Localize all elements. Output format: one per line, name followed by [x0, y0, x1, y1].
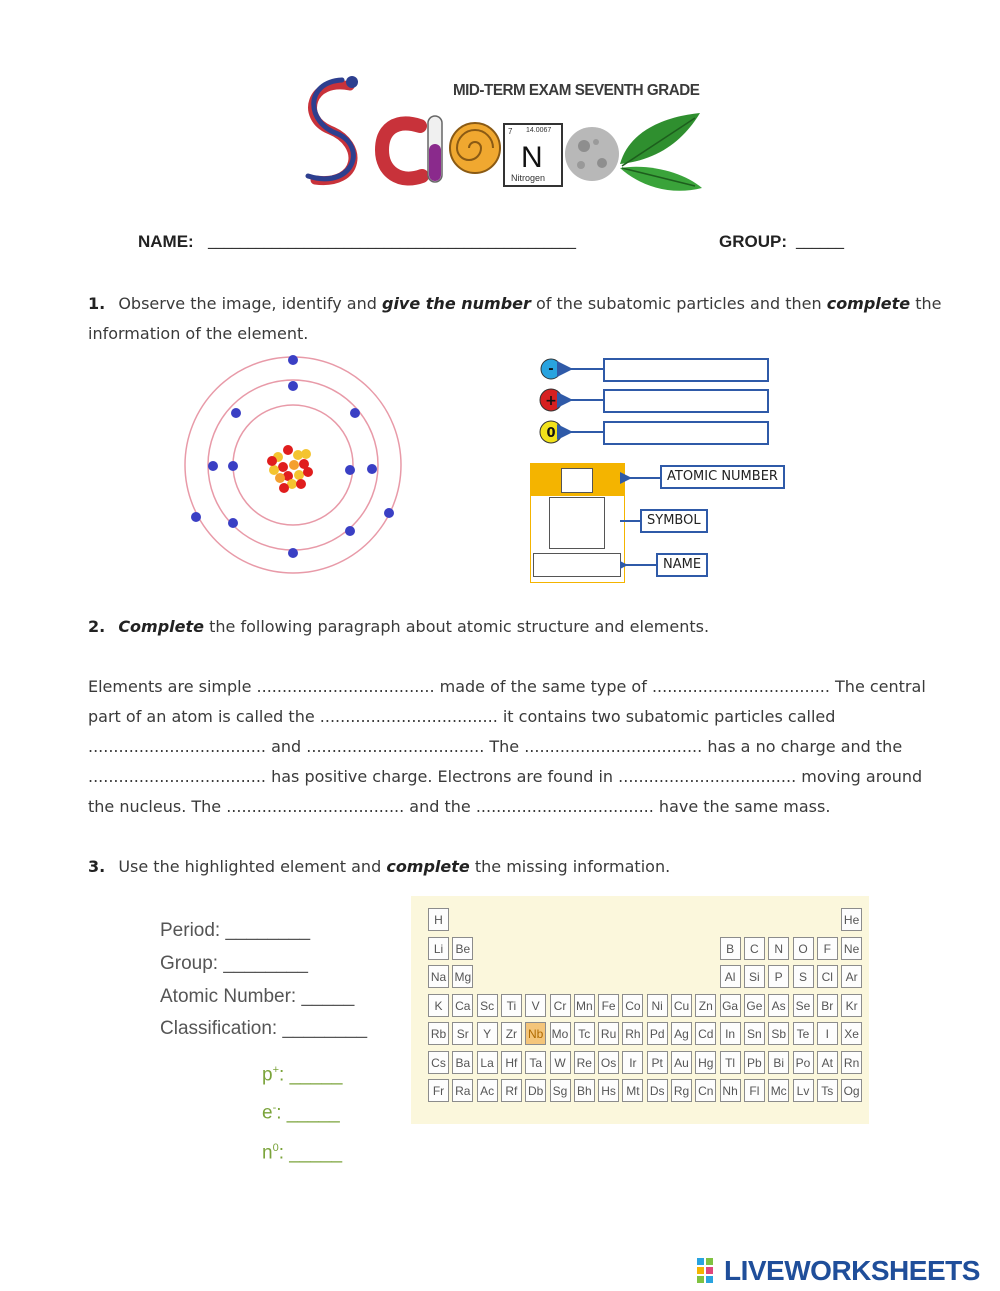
question-2	[88, 612, 948, 642]
tile-mass: 14.0067	[526, 127, 552, 134]
atomic-number-input[interactable]	[561, 468, 593, 493]
element-cell-hg: Hg	[695, 1051, 716, 1074]
q3-emph: complete	[386, 857, 470, 876]
element-cell-re: Re	[574, 1051, 595, 1074]
element-cell-tl: Tl	[720, 1051, 741, 1074]
group-label: GROUP:	[719, 232, 787, 251]
element-cell-lv: Lv	[793, 1079, 814, 1102]
element-cell-rf: Rf	[501, 1079, 522, 1102]
element-cell-tc: Tc	[574, 1022, 595, 1045]
symbol-tag: SYMBOL	[640, 509, 708, 533]
q3-text-b: the missing information.	[474, 857, 671, 876]
atomic-number-field[interactable]: Atomic Number: _____	[160, 986, 355, 1007]
element-cell-sb: Sb	[768, 1022, 789, 1045]
element-cell-hs: Hs	[598, 1079, 619, 1102]
tile-number: 7	[508, 127, 513, 136]
element-cell-ra: Ra	[452, 1079, 473, 1102]
group-field[interactable]: ______	[796, 230, 844, 249]
neutron-symbol-icon	[540, 421, 562, 443]
element-cell-s: S	[793, 965, 814, 988]
element-cell-hf: Hf	[501, 1051, 522, 1074]
atomic-number-tag: ATOMIC NUMBER	[660, 465, 785, 489]
q1-text-a: Observe the image, identify and	[118, 294, 377, 313]
element-cell-si: Si	[744, 965, 765, 988]
question-1	[88, 289, 948, 349]
element-cell-fl: Fl	[744, 1079, 765, 1102]
element-cell-bi: Bi	[768, 1051, 789, 1074]
name-label: NAME:	[138, 232, 194, 251]
element-cell-al: Al	[720, 965, 741, 988]
electrons	[191, 355, 394, 558]
q3-text-a: Use the highlighted element and	[118, 857, 382, 876]
svg-text:0: 0	[546, 426, 556, 441]
moon-icon	[565, 127, 619, 181]
q1-emph-a: give the number	[381, 294, 531, 313]
element-cell-sr: Sr	[452, 1022, 473, 1045]
q2-paragraph[interactable]: Elements are simple ................................... made of the same type of ................................... The central part of an atom is called the ................................... it contains two subatomic particles called ................................... and ................................... The ................................... has a no charge and the ................................... has positive charge. Electrons are found in ................................... moving around the nucleus. The ................................... and the ................................... have the same mass.	[88, 677, 926, 816]
element-cell-au: Au	[671, 1051, 692, 1074]
element-cell-og: Og	[841, 1079, 862, 1102]
element-cell-pt: Pt	[647, 1051, 668, 1074]
element-cell-la: La	[477, 1051, 498, 1074]
element-cell-na: Na	[428, 965, 449, 988]
tile-symbol: N	[521, 141, 543, 174]
element-cell-rh: Rh	[622, 1022, 643, 1045]
element-cell-at: At	[817, 1051, 838, 1074]
element-cell-p: P	[768, 965, 789, 988]
element-cell-v: V	[525, 994, 546, 1017]
q1-number: 1.	[88, 294, 106, 313]
element-cell-k: K	[428, 994, 449, 1017]
element-cell-nh: Nh	[720, 1079, 741, 1102]
proton-symbol-icon	[540, 389, 562, 411]
element-cell-kr: Kr	[841, 994, 862, 1017]
element-cell-cs: Cs	[428, 1051, 449, 1074]
element-cell-cu: Cu	[671, 994, 692, 1017]
periodic-table	[411, 896, 869, 1124]
element-cell-ir: Ir	[622, 1051, 643, 1074]
element-cell-fe: Fe	[598, 994, 619, 1017]
q1-text-b: of the subatomic particles and then	[535, 294, 822, 313]
svg-text:-: -	[548, 362, 554, 377]
element-cell-ac: Ac	[477, 1079, 498, 1102]
atom-diagram	[180, 352, 408, 582]
tile-name: Nitrogen	[511, 173, 546, 183]
q2-emph: Complete	[118, 617, 205, 636]
name-field[interactable]: ______________________________________________	[208, 230, 576, 249]
element-cell-br: Br	[817, 994, 838, 1017]
element-cell-n: N	[768, 937, 789, 960]
element-cell-i: I	[817, 1022, 838, 1045]
element-cell-ar: Ar	[841, 965, 862, 988]
liveworksheets-logo-icon	[697, 1258, 723, 1284]
element-cell-bh: Bh	[574, 1079, 595, 1102]
element-cell-zn: Zn	[695, 994, 716, 1017]
element-cell-co: Co	[622, 994, 643, 1017]
element-cell-ca: Ca	[452, 994, 473, 1017]
group-field-q3[interactable]: Group: ________	[160, 953, 308, 974]
element-cell-fr: Fr	[428, 1079, 449, 1102]
element-cell-b: B	[720, 937, 741, 960]
dna-s-icon	[308, 76, 358, 181]
electrons-field[interactable]: e-: _____	[262, 1102, 340, 1124]
question-3	[88, 852, 948, 882]
electron-answer-box[interactable]	[603, 358, 769, 382]
classification-field[interactable]: Classification: ________	[160, 1018, 368, 1039]
period-field[interactable]: Period: ________	[160, 920, 311, 941]
element-cell-ts: Ts	[817, 1079, 838, 1102]
name-tag: NAME	[656, 553, 708, 577]
element-cell-cl: Cl	[817, 965, 838, 988]
element-cell-rb: Rb	[428, 1022, 449, 1045]
element-cell-db: Db	[525, 1079, 546, 1102]
element-cell-po: Po	[793, 1051, 814, 1074]
element-cell-ga: Ga	[720, 994, 741, 1017]
element-cell-f: F	[817, 937, 838, 960]
element-cell-ti: Ti	[501, 994, 522, 1017]
element-cell-o: O	[793, 937, 814, 960]
q2-number: 2.	[88, 617, 106, 636]
magnet-c-icon	[382, 123, 422, 178]
element-cell-cr: Cr	[550, 994, 571, 1017]
element-cell-w: W	[550, 1051, 571, 1074]
element-cell-c: C	[744, 937, 765, 960]
element-cell-ni: Ni	[647, 994, 668, 1017]
element-cell-li: Li	[428, 937, 449, 960]
nitrogen-tile	[504, 124, 562, 186]
q2-text: the following paragraph about atomic structure and elements.	[209, 617, 710, 636]
svg-text:+: +	[545, 393, 557, 409]
liveworksheets-brand: LIVEWORKSHEETS	[724, 1255, 980, 1286]
electron-symbol-icon	[541, 359, 561, 379]
element-cell-sc: Sc	[477, 994, 498, 1017]
element-cell-cd: Cd	[695, 1022, 716, 1045]
element-cell-mc: Mc	[768, 1079, 789, 1102]
name-input[interactable]	[533, 553, 621, 577]
element-cell-ta: Ta	[525, 1051, 546, 1074]
element-cell-sg: Sg	[550, 1079, 571, 1102]
shell-icon	[450, 123, 500, 173]
element-cell-ba: Ba	[452, 1051, 473, 1074]
symbol-input[interactable]	[549, 497, 605, 549]
element-cell-pd: Pd	[647, 1022, 668, 1045]
element-cell-ru: Ru	[598, 1022, 619, 1045]
exam-title: MID-TERM EXAM SEVENTH GRADE	[453, 82, 700, 99]
element-cell-mn: Mn	[574, 994, 595, 1017]
element-cell-ag: Ag	[671, 1022, 692, 1045]
element-cell-mg: Mg	[452, 965, 473, 988]
element-cell-te: Te	[793, 1022, 814, 1045]
element-cell-zr: Zr	[501, 1022, 522, 1045]
element-cell-se: Se	[793, 994, 814, 1017]
element-cell-cn: Cn	[695, 1079, 716, 1102]
element-cell-mo: Mo	[550, 1022, 571, 1045]
element-cell-nb: Nb	[525, 1022, 546, 1045]
proton-answer-box[interactable]	[603, 389, 769, 413]
nucleus	[267, 445, 313, 493]
element-cell-sn: Sn	[744, 1022, 765, 1045]
element-cell-rn: Rn	[841, 1051, 862, 1074]
science-logo	[290, 68, 710, 198]
element-cell-rg: Rg	[671, 1079, 692, 1102]
element-cell-os: Os	[598, 1051, 619, 1074]
element-cell-mt: Mt	[622, 1079, 643, 1102]
element-cell-ge: Ge	[744, 994, 765, 1017]
element-cell-ne: Ne	[841, 937, 862, 960]
q1-text-c: the information of the element.	[88, 294, 942, 343]
element-cell-in: In	[720, 1022, 741, 1045]
protons-field[interactable]: p+: _____	[262, 1064, 343, 1086]
q1-emph-b: complete	[826, 294, 911, 313]
element-cell-be: Be	[452, 937, 473, 960]
neutrons-field[interactable]: $n^0$: _____	[262, 1142, 343, 1164]
element-cell-as: As	[768, 994, 789, 1017]
element-cell-h: H	[428, 908, 449, 931]
element-cell-ds: Ds	[647, 1079, 668, 1102]
element-cell-xe: Xe	[841, 1022, 862, 1045]
test-tube-icon	[428, 116, 442, 182]
element-cell-y: Y	[477, 1022, 498, 1045]
element-cell-he: He	[841, 908, 862, 931]
element-cell-pb: Pb	[744, 1051, 765, 1074]
neutron-answer-box[interactable]	[603, 421, 769, 445]
q3-number: 3.	[88, 857, 106, 876]
leaves-icon	[620, 113, 702, 191]
